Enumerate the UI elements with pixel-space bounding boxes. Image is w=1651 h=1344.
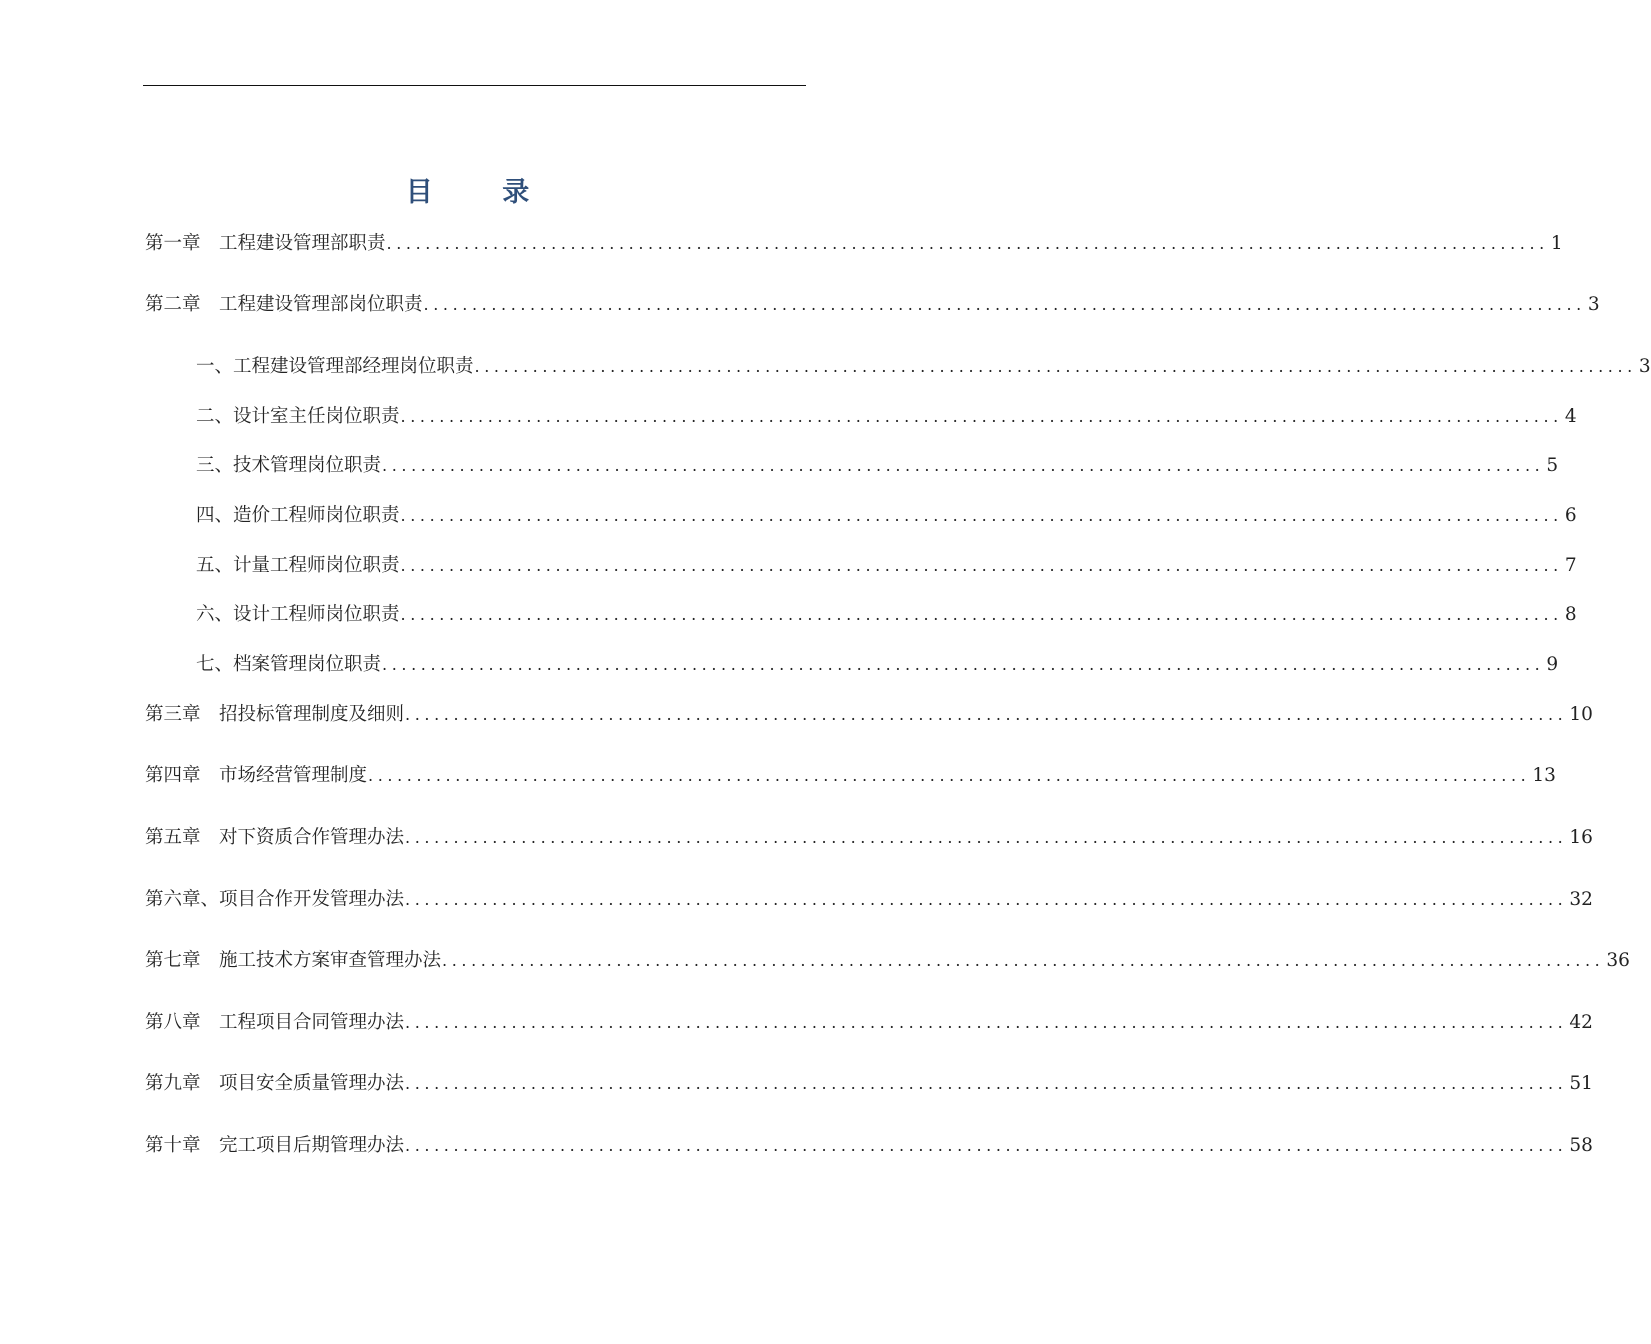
toc-entry-page: 36 [1606, 950, 1630, 971]
toc-entry[interactable] [196, 552, 1577, 580]
toc-entry-page: 32 [1569, 889, 1593, 910]
toc-leader-dots: ........................................................................................................................ [405, 1136, 1568, 1155]
toc-entry-page: 6 [1564, 505, 1577, 526]
toc-leader-dots: ........................................................................................................................ [368, 766, 1531, 785]
toc-entry-label: 七、档案管理岗位职责 [196, 654, 382, 675]
toc-entry-page: 16 [1569, 827, 1593, 848]
toc-entry[interactable] [145, 824, 1593, 852]
toc-entry[interactable] [196, 353, 1651, 381]
toc-entry[interactable] [145, 230, 1563, 258]
toc-entry-label: 六、设计工程师岗位职责 [196, 604, 400, 625]
toc-entry[interactable] [145, 1070, 1593, 1098]
toc-leader-dots: ........................................................................................................................ [442, 951, 1605, 970]
toc-entry-label: 四、造价工程师岗位职责 [196, 505, 400, 526]
toc-entry-label: 第二章 工程建设管理部岗位职责 [145, 294, 423, 315]
toc-entry-label: 第七章 施工技术方案审查管理办法 [145, 950, 442, 971]
toc-leader-dots: ........................................................................................................................ [405, 705, 1568, 724]
toc-leader-dots: ........................................................................................................................ [400, 556, 1563, 575]
toc-entry-label: 五、计量工程师岗位职责 [196, 555, 400, 576]
toc-entry[interactable] [145, 291, 1600, 319]
toc-entry[interactable] [196, 403, 1577, 431]
toc-entry-page: 10 [1569, 704, 1593, 725]
toc-entry-label: 一、工程建设管理部经理岗位职责 [196, 356, 474, 377]
toc-entry-label: 二、设计室主任岗位职责 [196, 406, 400, 427]
toc-leader-dots: ........................................................................................................................ [405, 1074, 1568, 1093]
toc-entry-page: 51 [1569, 1073, 1593, 1094]
toc-entry[interactable] [145, 947, 1630, 975]
toc-entry[interactable] [145, 701, 1593, 729]
toc-entry[interactable] [145, 1132, 1593, 1160]
toc-entry-page: 58 [1569, 1135, 1593, 1156]
toc-leader-dots: ........................................................................................................................ [400, 506, 1563, 525]
toc-entry[interactable] [145, 886, 1593, 914]
toc-leader-dots: ........................................................................................................................ [382, 456, 1545, 475]
toc-entry-page: 4 [1564, 406, 1577, 427]
toc-entry-page: 3 [1638, 356, 1651, 377]
toc-leader-dots: ........................................................................................................................ [474, 357, 1637, 376]
toc-entry-label: 第十章 完工项目后期管理办法 [145, 1135, 405, 1156]
toc-leader-dots: ........................................................................................................................ [423, 295, 1586, 314]
toc-entry-page: 9 [1546, 654, 1559, 675]
toc-entry-page: 3 [1587, 294, 1600, 315]
toc-entry-label: 第五章 对下资质合作管理办法 [145, 827, 405, 848]
toc-entry[interactable] [196, 452, 1559, 480]
toc-leader-dots: ........................................................................................................................ [382, 655, 1545, 674]
toc-entry-label: 第九章 项目安全质量管理办法 [145, 1073, 405, 1094]
toc-leader-dots: ........................................................................................................................ [386, 234, 1549, 253]
toc-leader-dots: ........................................................................................................................ [400, 407, 1563, 426]
toc-title: 目 录 [405, 177, 560, 208]
toc-entry-page: 8 [1564, 604, 1577, 625]
toc-entry-label: 三、技术管理岗位职责 [196, 455, 382, 476]
toc-entry-page: 42 [1569, 1012, 1593, 1033]
toc-entry[interactable] [196, 651, 1559, 679]
toc-entry[interactable] [145, 762, 1556, 790]
toc-entry-page: 5 [1546, 455, 1559, 476]
toc-entry-page: 1 [1550, 233, 1563, 254]
toc-entry-label: 第八章 工程项目合同管理办法 [145, 1012, 405, 1033]
toc-leader-dots: ........................................................................................................................ [405, 1013, 1568, 1032]
toc-entry-label: 第四章 市场经营管理制度 [145, 765, 368, 786]
toc-entry-page: 13 [1532, 765, 1556, 786]
toc-leader-dots: ........................................................................................................................ [405, 828, 1568, 847]
toc-entry-label: 第三章 招投标管理制度及细则 [145, 704, 405, 725]
toc-entry[interactable] [196, 601, 1577, 629]
toc-leader-dots: ........................................................................................................................ [405, 890, 1568, 909]
toc-entry[interactable] [145, 1009, 1593, 1037]
toc-leader-dots: ........................................................................................................................ [400, 605, 1563, 624]
toc-entry-label: 第六章、项目合作开发管理办法 [145, 889, 405, 910]
toc-entry-page: 7 [1564, 555, 1577, 576]
toc-entry[interactable] [196, 502, 1577, 530]
toc-entry-label: 第一章 工程建设管理部职责 [145, 233, 386, 254]
